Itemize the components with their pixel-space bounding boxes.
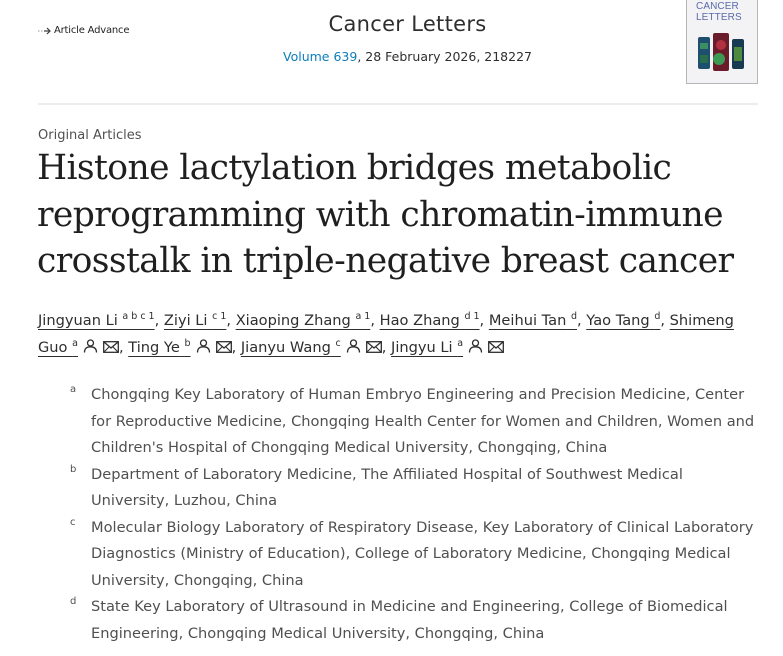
author-name-button[interactable]	[241, 339, 382, 356]
author-name-button[interactable]	[391, 339, 504, 356]
affiliation-text: Molecular Biology Laboratory of Respiratory Disease, Key Laboratory of Clinical Laboratory Diagnostics (Ministry of Education), College of Laboratory Medicine, Chongqing Medical University, Chongqing, China	[91, 518, 754, 589]
affiliation-label: d	[70, 596, 77, 607]
author-separator: ,	[577, 312, 582, 329]
envelope-icon	[216, 335, 232, 362]
issue-date-and-number: , 28 February 2026, 218227	[357, 49, 532, 64]
author-affiliation-refs: c	[335, 338, 341, 349]
author-name-button[interactable]	[380, 312, 480, 329]
author-name-text: Ting Ye	[128, 339, 180, 356]
cover-title: CANCER LETTERS	[696, 1, 742, 23]
author-item	[489, 312, 586, 329]
header-divider	[38, 103, 758, 105]
author-separator: ,	[370, 312, 375, 329]
author-separator: ,	[660, 312, 665, 329]
person-icon	[346, 335, 361, 362]
author-separator: ,	[118, 339, 124, 356]
author-name-button[interactable]	[236, 312, 371, 329]
author-list	[38, 307, 758, 362]
journal-issue-info	[240, 49, 575, 64]
affiliation-item	[70, 382, 760, 462]
author-name-text: Yao Tang	[586, 312, 650, 329]
affiliation-label: c	[70, 516, 76, 528]
author-separator: ,	[154, 312, 160, 329]
author-affiliation-refs: d	[654, 311, 661, 322]
affiliation-text: Department of Laboratory Medicine, The Affiliated Hospital of Southwest Medical University, Luzhou, China	[91, 465, 683, 509]
author-affiliation-refs: d 1	[464, 311, 480, 322]
affiliation-list	[70, 382, 760, 647]
envelope-icon	[103, 335, 119, 362]
affiliation-item	[70, 462, 760, 515]
author-affiliation-refs: a b c 1	[122, 311, 155, 322]
person-icon	[83, 335, 98, 362]
author-item	[38, 312, 164, 329]
author-item	[236, 312, 380, 329]
author-separator: ,	[226, 312, 232, 329]
affiliation-text: Chongqing Key Laboratory of Human Embryo Engineering and Precision Medicine, Center for Reproductive Medicine, Chongqing Health Center for Women and Children, Women and Children's Hospital of Chongqing Medical University, Chongqing, China	[91, 386, 755, 456]
affiliation-label: a	[70, 384, 77, 395]
journal-cover-image[interactable]	[686, 0, 758, 84]
author-affiliation-refs: a 1	[355, 311, 371, 322]
author-item	[391, 339, 504, 356]
author-item	[586, 312, 669, 329]
author-name-text: Ziyi Li	[163, 312, 208, 329]
affiliation-item	[70, 515, 760, 595]
author-affiliation-refs: a	[457, 338, 464, 349]
author-name-text: Jianyu Wang	[240, 339, 331, 356]
article-section-label: Original Articles	[38, 128, 142, 143]
author-name-text: Xiaoping Zhang	[235, 312, 351, 329]
article-title: Histone lactylation bridges metabolic reprogramming with chromatin-immune crosstalk in triple-negative breast cancer	[37, 148, 734, 281]
envelope-icon	[488, 335, 504, 362]
author-affiliation-refs: c 1	[212, 311, 227, 322]
author-separator: ,	[381, 339, 387, 356]
author-separator: ,	[479, 312, 485, 329]
author-name-button[interactable]	[128, 339, 231, 356]
volume-link[interactable]: Volume 639	[283, 49, 358, 64]
affiliation-item	[70, 594, 760, 647]
author-name-button[interactable]	[489, 312, 577, 329]
cover-artwork	[696, 33, 746, 73]
author-separator: ,	[231, 339, 237, 356]
article-advance-label: Article Advance	[54, 25, 130, 36]
author-name-button[interactable]	[164, 312, 227, 329]
author-affiliation-refs: b	[184, 338, 191, 349]
author-name-text: Hao Zhang	[379, 312, 460, 329]
affiliation-label: b	[70, 463, 77, 475]
author-name-button[interactable]	[38, 312, 155, 329]
author-affiliation-refs: d	[570, 311, 578, 322]
author-item	[164, 312, 236, 329]
author-name-text: Jingyu Li	[391, 339, 453, 356]
journal-title-link[interactable]: Cancer Letters	[328, 12, 487, 36]
article-advance-badge	[38, 25, 129, 36]
person-icon	[468, 335, 483, 362]
author-affiliation-refs: a	[72, 338, 78, 349]
author-name-button[interactable]	[586, 312, 660, 329]
author-item	[241, 339, 391, 356]
author-name-text: Meihui Tan	[488, 312, 567, 329]
envelope-icon	[366, 335, 382, 362]
author-item	[128, 339, 241, 356]
article-advance-arrow-icon	[38, 26, 52, 36]
author-item	[380, 312, 489, 329]
author-name-text: Shimeng Guo	[38, 312, 734, 356]
person-icon	[196, 335, 211, 362]
affiliation-text: State Key Laboratory of Ultrasound in Medicine and Engineering, College of Biomedical Engineering, Chongqing Medical University, Chongqing, China	[91, 598, 728, 642]
author-name-text: Jingyuan Li	[38, 312, 118, 329]
